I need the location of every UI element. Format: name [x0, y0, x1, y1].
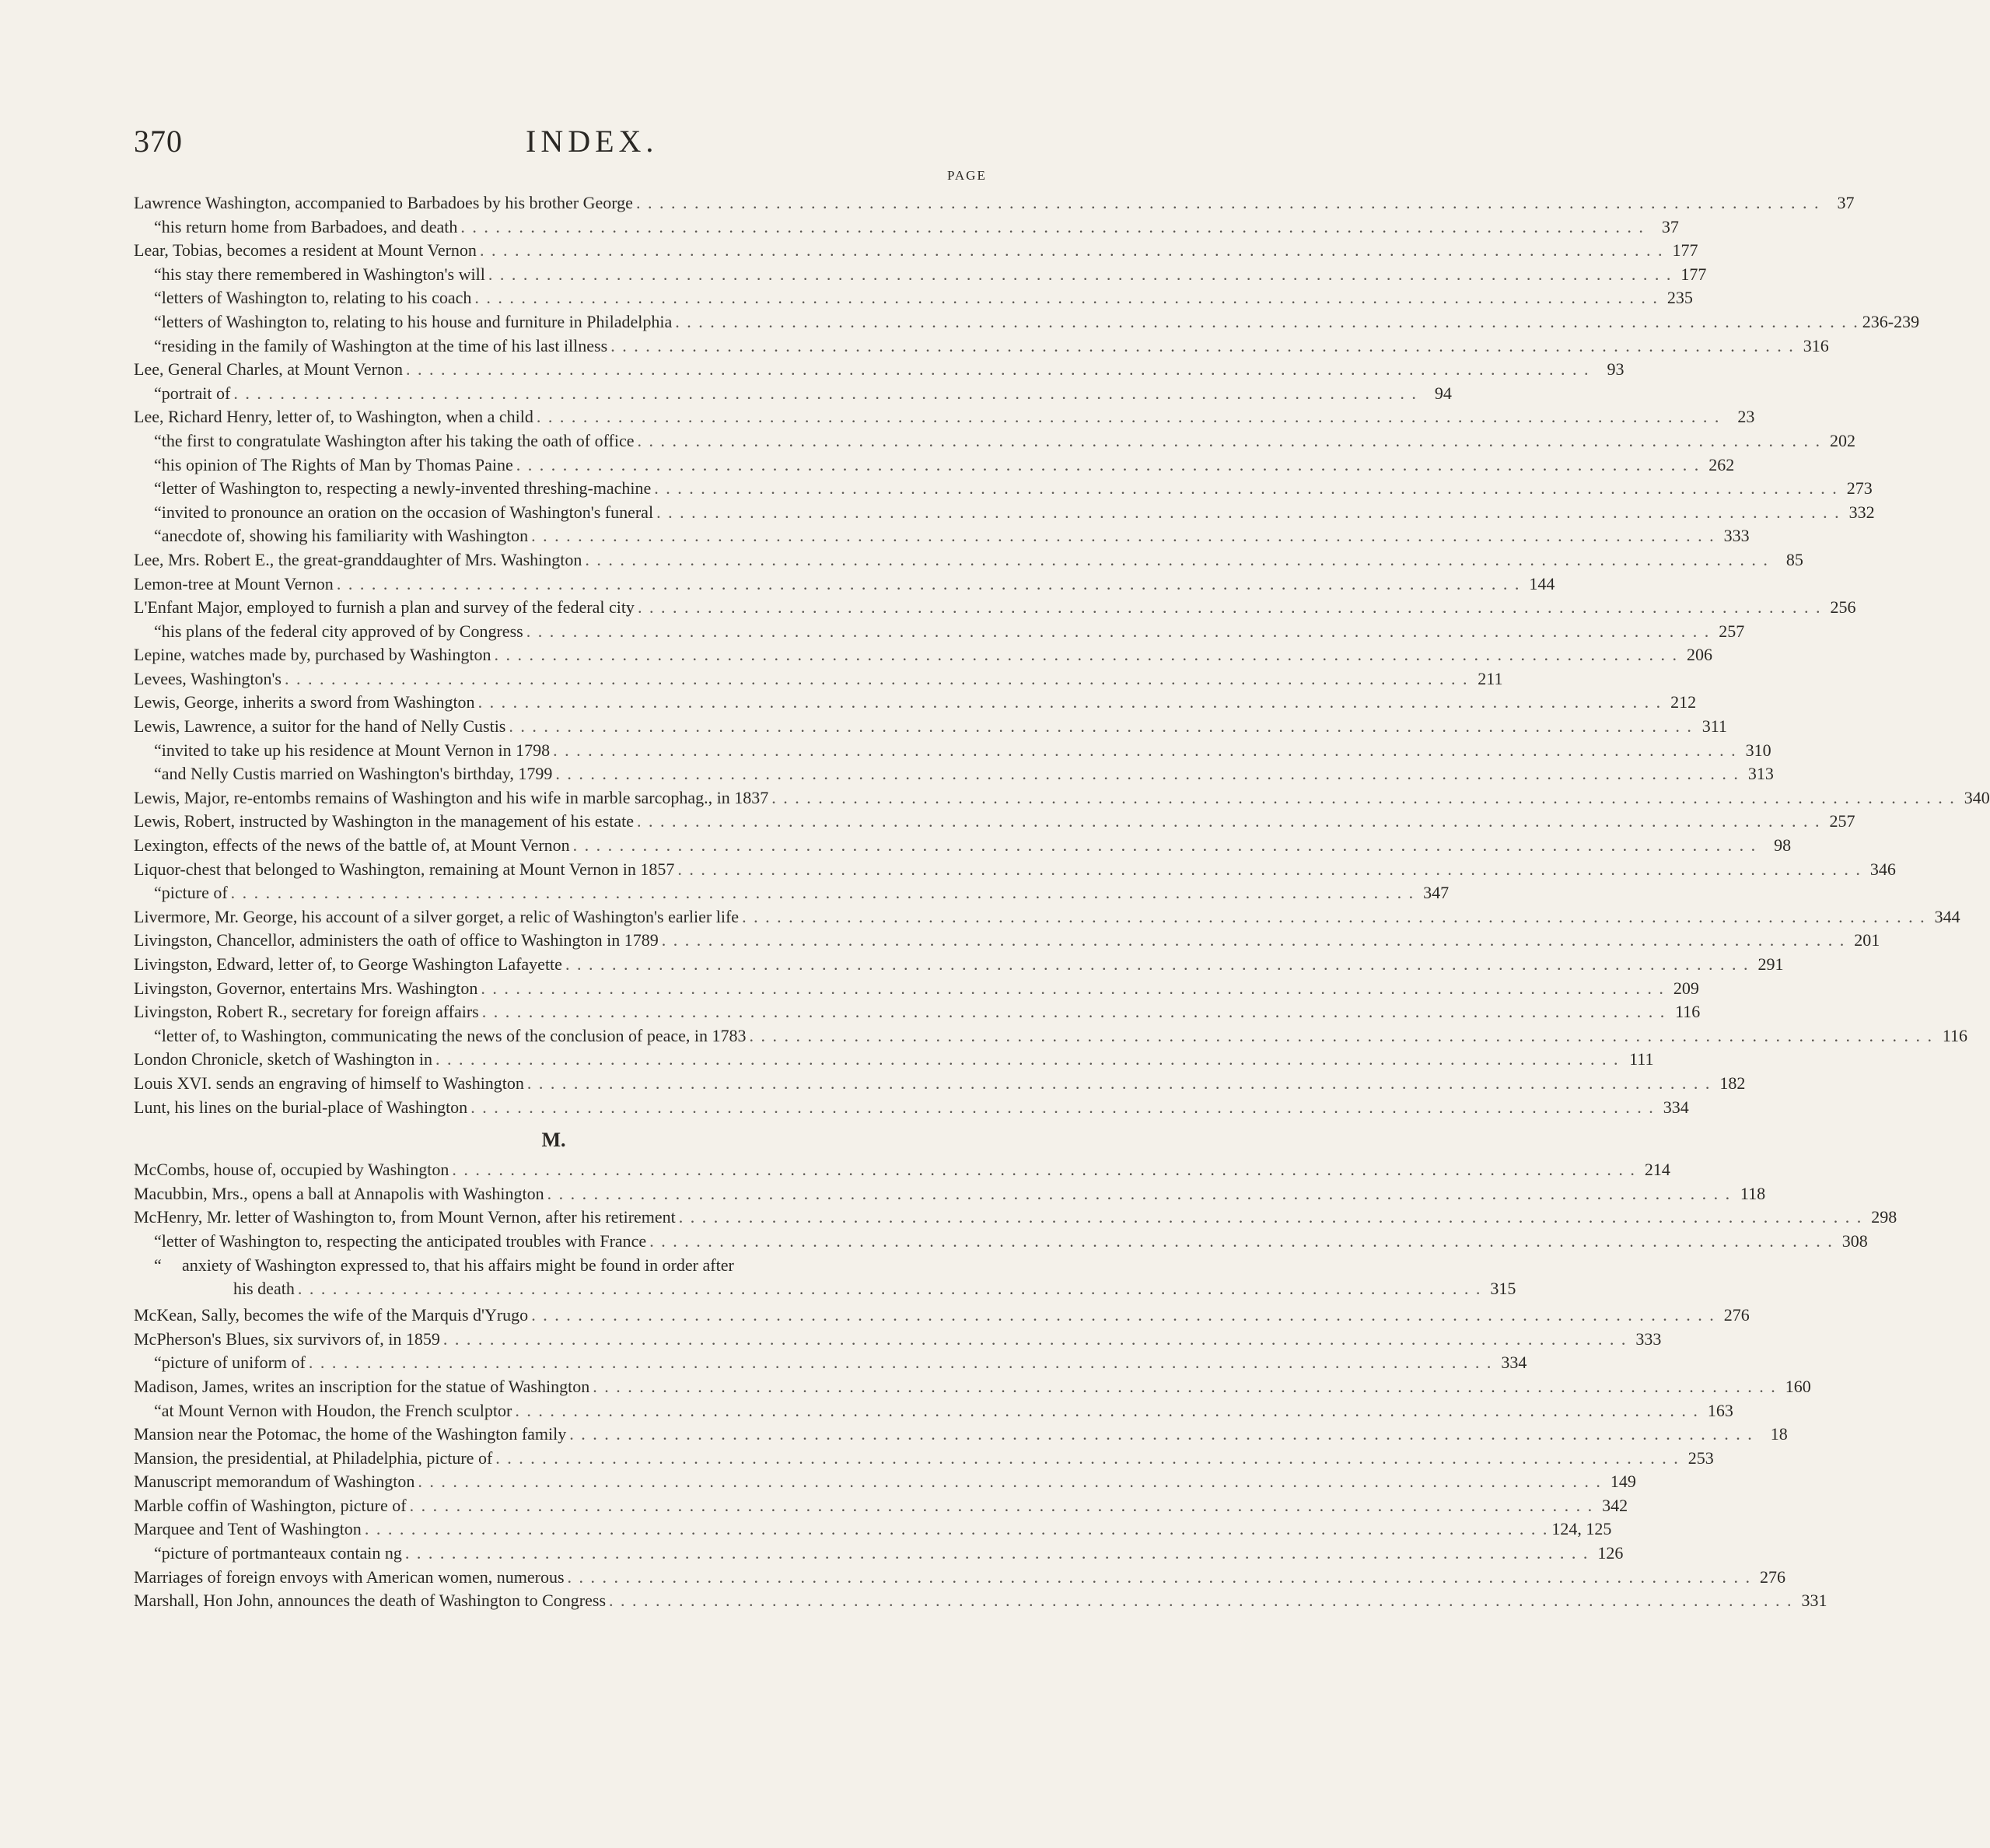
index-entry — [134, 1160, 1670, 1184]
entry-text: Lepine, watches made by, purchased by Washington — [134, 645, 491, 665]
entry-text: Lear, Tobias, becomes a resident at Mount Vernon — [134, 240, 477, 261]
entry-text: Lewis, Robert, instructed by Washington in the management of his estate — [134, 811, 635, 831]
index-entry — [134, 383, 1452, 408]
index-entry — [134, 1183, 1766, 1208]
entry-page-ref: 347 — [1423, 883, 1450, 903]
entry-text: Lexington, effects of the news of the battle of, at Mount Vernon — [134, 835, 570, 856]
ditto-mark: “ — [154, 1543, 162, 1563]
index-entry — [134, 1424, 1788, 1448]
index-entry — [134, 1207, 1897, 1231]
index-entry — [134, 1002, 1701, 1026]
leader-dots — [481, 978, 1665, 999]
leader-dots — [555, 764, 1740, 784]
ditto-mark: “ — [154, 1353, 162, 1373]
index-entry — [134, 502, 1875, 527]
page-title: INDEX. — [526, 124, 659, 159]
entry-page-ref: 291 — [1757, 954, 1784, 974]
entry-page-ref: 144 — [1529, 573, 1555, 593]
index-entry — [134, 1025, 1968, 1050]
index-entry — [134, 1049, 1654, 1073]
index-entry — [134, 1495, 1628, 1520]
ditto-mark: “ — [154, 430, 162, 450]
ditto-mark: “ — [154, 764, 162, 784]
entry-text: invited to take up his residence at Mount Vernon in 1798 — [161, 740, 551, 760]
ditto-mark: “ — [154, 1230, 162, 1251]
leader-dots — [526, 621, 1711, 642]
entry-text: Lunt, his lines on the burial-place of Washington — [134, 1097, 468, 1117]
entry-text: anecdote of, showing his familiarity with Washington — [161, 526, 529, 546]
entry-page-ref: 23 — [1737, 407, 1755, 427]
leader-dots — [460, 217, 1645, 237]
index-entry — [134, 716, 1727, 740]
index-entry — [134, 883, 1450, 907]
entry-page-ref: 253 — [1687, 1447, 1714, 1468]
ditto-mark: “ — [154, 740, 162, 760]
index-entry — [134, 526, 1750, 550]
index-entry — [134, 193, 1855, 217]
ditto-mark: “ — [154, 288, 162, 308]
entry-page-ref: 334 — [1663, 1097, 1689, 1117]
leader-dots — [547, 1184, 1732, 1204]
ditto-mark: “ — [154, 454, 162, 474]
entry-page-ref: 85 — [1785, 549, 1803, 569]
entry-text: Madison, James, writes an inscription for the statue of Washington — [134, 1376, 590, 1396]
entry-text: Marshall, Hon John, announces the death of Washington to Congress — [134, 1591, 607, 1611]
index-entry — [134, 835, 1792, 859]
leader-dots — [649, 1231, 1834, 1251]
entry-text: his plans of the federal city approved of by Congress — [161, 621, 523, 641]
index-entry — [134, 597, 1856, 621]
entry-text: Levees, Washington's — [134, 668, 282, 688]
leader-dots — [531, 1305, 1715, 1325]
leader-dots — [435, 1049, 1620, 1069]
entry-page-ref: 206 — [1687, 645, 1712, 665]
index-entry — [134, 1255, 974, 1279]
entry-page-ref: 177 — [1672, 240, 1698, 261]
index-entry — [134, 549, 1803, 574]
index-entry — [134, 1230, 1868, 1255]
entry-text: L'Enfant Major, employed to furnish a plan and survey of the federal city — [134, 597, 635, 618]
leader-dots — [509, 716, 1693, 737]
leader-dots — [515, 1401, 1699, 1421]
leader-dots — [569, 1424, 1754, 1444]
entry-page-ref: 276 — [1723, 1305, 1750, 1325]
leader-dots — [742, 907, 1926, 927]
index-entry — [134, 1591, 1827, 1615]
entry-page-ref: 177 — [1680, 264, 1707, 284]
entry-text: Lewis, Lawrence, a suitor for the hand of Nelly Custis — [134, 716, 506, 737]
entry-page-ref: 160 — [1785, 1376, 1811, 1396]
entry-text: Liquor-chest that belonged to Washington, remaining at Mount Vernon in 1857 — [134, 859, 675, 879]
leader-dots — [527, 1073, 1712, 1094]
index-entry — [134, 359, 1625, 383]
index-entry — [134, 311, 1920, 336]
index-entry — [134, 930, 1880, 954]
entry-page-ref: 346 — [1869, 859, 1896, 879]
index-entry — [134, 240, 1698, 264]
leader-dots — [568, 1567, 1752, 1587]
entry-text: Livingston, Chancellor, administers the oath of office to Washington in 1789 — [134, 930, 659, 950]
leader-dots — [656, 502, 1841, 523]
index-entry — [134, 954, 1784, 978]
leader-dots — [418, 1472, 1602, 1492]
entry-text: his stay there remembered in Washington's will — [161, 264, 485, 284]
index-entry — [134, 1472, 1636, 1496]
leader-dots — [495, 1448, 1680, 1468]
index-entry — [134, 1376, 1811, 1401]
leader-dots — [771, 788, 1956, 808]
entry-page-ref: 149 — [1610, 1472, 1636, 1492]
ditto-mark: “ — [154, 1400, 162, 1420]
index-entry — [134, 573, 1555, 598]
entry-text: Livingston, Edward, letter of, to George Washington Lafayette — [134, 954, 562, 974]
leader-dots — [750, 1026, 1934, 1046]
entry-page-ref: 257 — [1719, 621, 1745, 641]
entry-page-ref: 18 — [1770, 1424, 1788, 1444]
index-entry — [134, 216, 1679, 241]
index-entry — [134, 1353, 1527, 1377]
section-letter — [134, 1121, 974, 1160]
index-entry — [134, 621, 1745, 646]
leader-dots — [233, 383, 1418, 404]
index-entry — [134, 264, 1707, 289]
entry-page-ref: 310 — [1745, 740, 1771, 760]
leader-dots — [610, 336, 1795, 356]
entry-text: his return home from Barbadoes, and death — [161, 216, 458, 236]
leader-dots — [675, 312, 1859, 332]
index-entry — [134, 764, 1774, 788]
entry-text: Manuscript memorandum of Washington — [134, 1472, 415, 1492]
entry-page-ref: 313 — [1747, 764, 1774, 784]
index-entry — [134, 1097, 1689, 1122]
entry-text: anxiety of Washington expressed to, that his affairs might be found in order after — [182, 1255, 734, 1275]
leader-dots — [482, 1002, 1666, 1022]
entry-page-ref: 236-239 — [1862, 311, 1920, 331]
entry-page-ref: 124, 125 — [1551, 1519, 1612, 1539]
entry-text: Lemon-tree at Mount Vernon — [134, 573, 334, 593]
leader-dots — [638, 597, 1822, 618]
ditto-mark: “ — [154, 335, 162, 355]
index-entry — [134, 454, 1735, 479]
entry-page-ref: 126 — [1597, 1543, 1624, 1563]
entry-text: Lee, General Charles, at Mount Vernon — [134, 359, 403, 380]
entry-text: letter of Washington to, respecting the anticipated troubles with France — [161, 1230, 647, 1251]
entry-page-ref: 209 — [1673, 978, 1699, 998]
ditto-mark: “ — [154, 502, 162, 522]
leader-dots — [516, 455, 1701, 475]
leader-dots — [470, 1097, 1655, 1118]
leader-dots — [662, 930, 1846, 950]
ditto-mark: “ — [154, 216, 162, 236]
page-number: 370 — [134, 124, 183, 159]
index-entry — [134, 1519, 1612, 1543]
index-entry — [134, 407, 1755, 431]
leader-dots — [443, 1329, 1628, 1349]
entry-text: Marble coffin of Washington, picture of — [134, 1495, 407, 1515]
entry-page-ref: 256 — [1830, 597, 1856, 618]
index-entry — [134, 906, 1960, 931]
leader-dots — [309, 1353, 1493, 1373]
entry-page-ref: 202 — [1830, 430, 1856, 450]
leader-dots — [480, 240, 1664, 261]
leader-dots — [553, 740, 1737, 761]
leader-dots — [337, 574, 1521, 594]
page-column-label: PAGE — [947, 168, 987, 183]
entry-page-ref: 37 — [1661, 216, 1679, 236]
entry-page-ref: 344 — [1934, 906, 1960, 926]
entry-text: his death — [233, 1279, 295, 1299]
entry-text: Livingston, Robert R., secretary for foreign affairs — [134, 1002, 479, 1022]
entry-text: residing in the family of Washington at the time of his last illness — [161, 335, 608, 355]
entry-text: McCombs, house of, occupied by Washington — [134, 1160, 449, 1180]
leader-dots — [531, 526, 1715, 546]
ditto-mark: “ — [154, 311, 162, 331]
entry-page-ref: 333 — [1635, 1328, 1662, 1349]
entry-page-ref: 116 — [1942, 1025, 1968, 1045]
leader-dots — [406, 359, 1590, 380]
index-entry — [134, 978, 1699, 1003]
entry-page-ref: 262 — [1708, 454, 1735, 474]
entry-text: Louis XVI. sends an engraving of himself to Washington — [134, 1073, 524, 1093]
entry-page-ref: 331 — [1801, 1591, 1827, 1611]
index-entry — [134, 430, 1856, 455]
leader-dots — [495, 645, 1679, 665]
leader-dots — [609, 1591, 1793, 1611]
ditto-mark: “ — [154, 526, 162, 546]
entry-page-ref: 201 — [1854, 930, 1880, 950]
leader-dots — [474, 288, 1659, 308]
entry-text: picture of portmanteaux contain ng — [161, 1543, 402, 1563]
entry-page-ref: 276 — [1760, 1566, 1786, 1587]
entry-text: Lewis, Major, re-entombs remains of Washington and his wife in marble sarcophag., in 1837 — [134, 787, 769, 807]
entry-text: letter of, to Washington, communicating the news of the conclusion of peace, in 1783 — [161, 1025, 747, 1045]
entry-page-ref: 311 — [1701, 716, 1727, 737]
entry-page-ref: 211 — [1478, 668, 1503, 688]
leader-dots — [410, 1496, 1594, 1516]
entry-text: Mansion near the Potomac, the home of the Washington family — [134, 1424, 567, 1444]
ditto-mark: “ — [154, 264, 162, 284]
entry-page-ref: 257 — [1829, 811, 1855, 831]
index-entry — [134, 1447, 1714, 1472]
index-entry — [134, 740, 1771, 765]
leader-dots — [677, 859, 1862, 880]
entry-page-ref: 235 — [1666, 288, 1693, 308]
entry-page-ref: 111 — [1629, 1049, 1654, 1069]
index-entry — [134, 1328, 1662, 1353]
ditto-mark: “ — [154, 478, 162, 499]
index-entry — [134, 1543, 1624, 1567]
index-entry — [134, 668, 1503, 693]
entry-text: Macubbin, Mrs., opens a ball at Annapolis with Washington — [134, 1183, 544, 1203]
entry-page-ref: 332 — [1848, 502, 1875, 522]
leader-dots — [478, 692, 1663, 712]
entry-page-ref: 93 — [1607, 359, 1625, 380]
section-letter-text: M. — [541, 1129, 566, 1152]
index-entry — [134, 478, 1873, 502]
entry-text: the first to congratulate Washington after his taking the oath of office — [161, 430, 635, 450]
leader-dots — [565, 954, 1750, 975]
entry-text: Lewis, George, inherits a sword from Washington — [134, 692, 475, 712]
entry-text: letter of Washington to, respecting a newly-invented threshing-machine — [161, 478, 652, 499]
index-entry — [134, 1279, 1516, 1305]
entry-page-ref: 308 — [1841, 1230, 1868, 1251]
entry-text: his opinion of The Rights of Man by Thomas Paine — [161, 454, 513, 474]
entry-page-ref: 298 — [1871, 1207, 1897, 1227]
entry-page-ref: 315 — [1490, 1279, 1516, 1299]
entry-text: and Nelly Custis married on Washington's birthday, 1799 — [161, 764, 553, 784]
entry-page-ref: 340 — [1964, 787, 1990, 807]
entry-text: McHenry, Mr. letter of Washington to, from Mount Vernon, after his retirement — [134, 1207, 676, 1227]
leader-dots — [452, 1160, 1636, 1180]
entry-text: Mansion, the presidential, at Philadelphia, picture of — [134, 1447, 493, 1468]
leader-dots — [638, 431, 1822, 451]
entry-page-ref: 316 — [1803, 335, 1829, 355]
leader-dots — [298, 1279, 1482, 1299]
entry-text: Lawrence Washington, accompanied to Barbadoes by his brother George — [134, 193, 633, 212]
entry-text: Livingston, Governor, entertains Mrs. Washington — [134, 978, 478, 998]
leader-dots — [636, 193, 1820, 213]
leader-dots — [573, 835, 1757, 856]
ditto-mark: “ — [154, 1255, 162, 1275]
index-entries — [134, 193, 1990, 1615]
entry-text: picture of uniform of — [161, 1353, 306, 1373]
entry-page-ref: 214 — [1644, 1160, 1670, 1180]
entry-page-ref: 37 — [1837, 193, 1855, 212]
entry-page-ref: 118 — [1740, 1183, 1766, 1203]
entry-page-ref: 163 — [1707, 1400, 1733, 1420]
ditto-mark: “ — [154, 883, 162, 903]
leader-dots — [488, 264, 1673, 285]
leader-dots — [365, 1519, 1549, 1539]
index-entry — [134, 1400, 1733, 1425]
index-entry — [134, 1073, 1746, 1097]
entry-page-ref: 334 — [1501, 1353, 1527, 1373]
entry-page-ref: 98 — [1774, 835, 1792, 856]
entry-page-ref: 273 — [1846, 478, 1873, 499]
entry-text: McKean, Sally, becomes the wife of the Marquis d'Yrugo — [134, 1305, 529, 1325]
entry-text: London Chronicle, sketch of Washington in — [134, 1049, 432, 1069]
entry-text: Lee, Richard Henry, letter of, to Washington, when a child — [134, 407, 533, 427]
index-entry — [134, 811, 1855, 835]
leader-dots — [285, 669, 1469, 689]
entry-text: Marquee and Tent of Washington — [134, 1519, 362, 1539]
leader-dots — [537, 407, 1721, 427]
index-entry — [134, 288, 1693, 312]
ditto-mark: “ — [154, 1025, 162, 1045]
entry-text: invited to pronounce an oration on the occasion of Washington's funeral — [161, 502, 654, 522]
entry-text: Lee, Mrs. Robert E., the great-granddaughter of Mrs. Washington — [134, 549, 582, 569]
index-entry — [134, 1566, 1786, 1591]
entry-text: letters of Washington to, relating to his coach — [161, 288, 472, 308]
entry-page-ref: 212 — [1670, 692, 1697, 712]
entry-text: portrait of — [161, 383, 231, 403]
leader-dots — [654, 478, 1838, 499]
index-entry — [134, 645, 1712, 669]
leader-dots — [405, 1543, 1590, 1563]
leader-dots — [585, 550, 1769, 570]
entry-text: Livermore, Mr. George, his account of a silver gorget, a relic of Washington's earlier life — [134, 906, 740, 926]
entry-text: McPherson's Blues, six survivors of, in 1859 — [134, 1328, 440, 1349]
leader-dots — [637, 811, 1821, 831]
entry-page-ref: 94 — [1434, 383, 1452, 403]
leader-dots — [679, 1207, 1863, 1227]
leader-dots — [231, 883, 1415, 903]
leader-dots — [593, 1377, 1777, 1397]
entry-text: at Mount Vernon with Houdon, the French sculptor — [161, 1400, 512, 1420]
entry-page-ref: 342 — [1602, 1495, 1628, 1515]
entry-text: picture of — [161, 883, 228, 903]
entry-page-ref: 116 — [1675, 1002, 1701, 1022]
entry-page-ref: 333 — [1723, 526, 1750, 546]
index-entry — [134, 692, 1697, 716]
entry-page-ref: 182 — [1719, 1073, 1746, 1093]
ditto-mark: “ — [154, 383, 162, 403]
index-entry — [134, 787, 1990, 812]
entry-text: letters of Washington to, relating to his house and furniture in Philadelphia — [161, 311, 673, 331]
index-entry — [134, 335, 1829, 360]
entry-text: Marriages of foreign envoys with American women, numerous — [134, 1566, 565, 1587]
index-entry — [134, 1305, 1750, 1329]
ditto-mark: “ — [154, 621, 162, 641]
index-entry — [134, 859, 1896, 884]
